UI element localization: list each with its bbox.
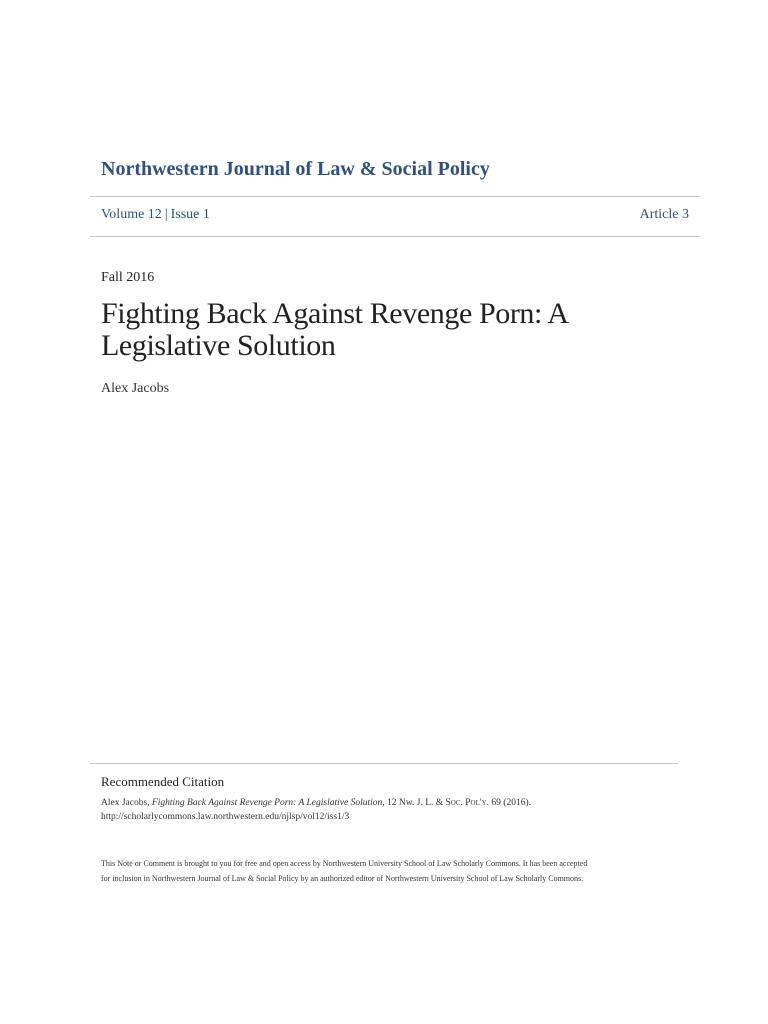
- issue-link[interactable]: Issue 1: [170, 207, 210, 222]
- citation-reference-post: 69 (2016).: [489, 798, 531, 808]
- header-divider-top: [90, 196, 700, 197]
- citation-reference-pre: , 12 Nw. J. L. &: [382, 798, 446, 808]
- recommended-citation-heading: Recommended Citation: [101, 774, 225, 789]
- access-notice: [101, 856, 701, 886]
- citation-block: [101, 796, 681, 824]
- issue-info: [101, 207, 210, 223]
- access-notice-line-1: This Note or Comment is brought to you for free and open access by Northwestern University School of Law Scholarly Commons. It has been accepted: [101, 859, 588, 868]
- citation-author: Alex Jacobs,: [101, 798, 152, 808]
- journal-title[interactable]: Northwestern Journal of Law & Social Policy: [101, 158, 490, 180]
- citation-title: Fighting Back Against Revenge Porn: A Legislative Solution: [151, 798, 383, 808]
- citation-divider: [90, 763, 678, 764]
- issue-separator: |: [164, 207, 168, 222]
- article-title: Fighting Back Against Revenge Porn: A Legislative Solution: [101, 297, 568, 362]
- article-number-link[interactable]: Article 3: [639, 207, 689, 222]
- publication-season: Fall 2016: [101, 270, 155, 285]
- access-notice-line-2: for inclusion in Northwestern Journal of Law & Social Policy by an authorized editor of Northwestern University School of Law Scholarly Commons.: [101, 874, 584, 883]
- author-name[interactable]: Alex Jacobs: [101, 381, 170, 396]
- volume-link[interactable]: Volume 12: [101, 207, 162, 222]
- citation-text: [101, 796, 681, 810]
- citation-url[interactable]: http://scholarlycommons.law.northwestern.edu/njlsp/vol12/iss1/3: [101, 812, 350, 822]
- citation-reference-journal: Soc. Pol'y.: [445, 798, 490, 808]
- header-divider-bottom: [90, 236, 700, 237]
